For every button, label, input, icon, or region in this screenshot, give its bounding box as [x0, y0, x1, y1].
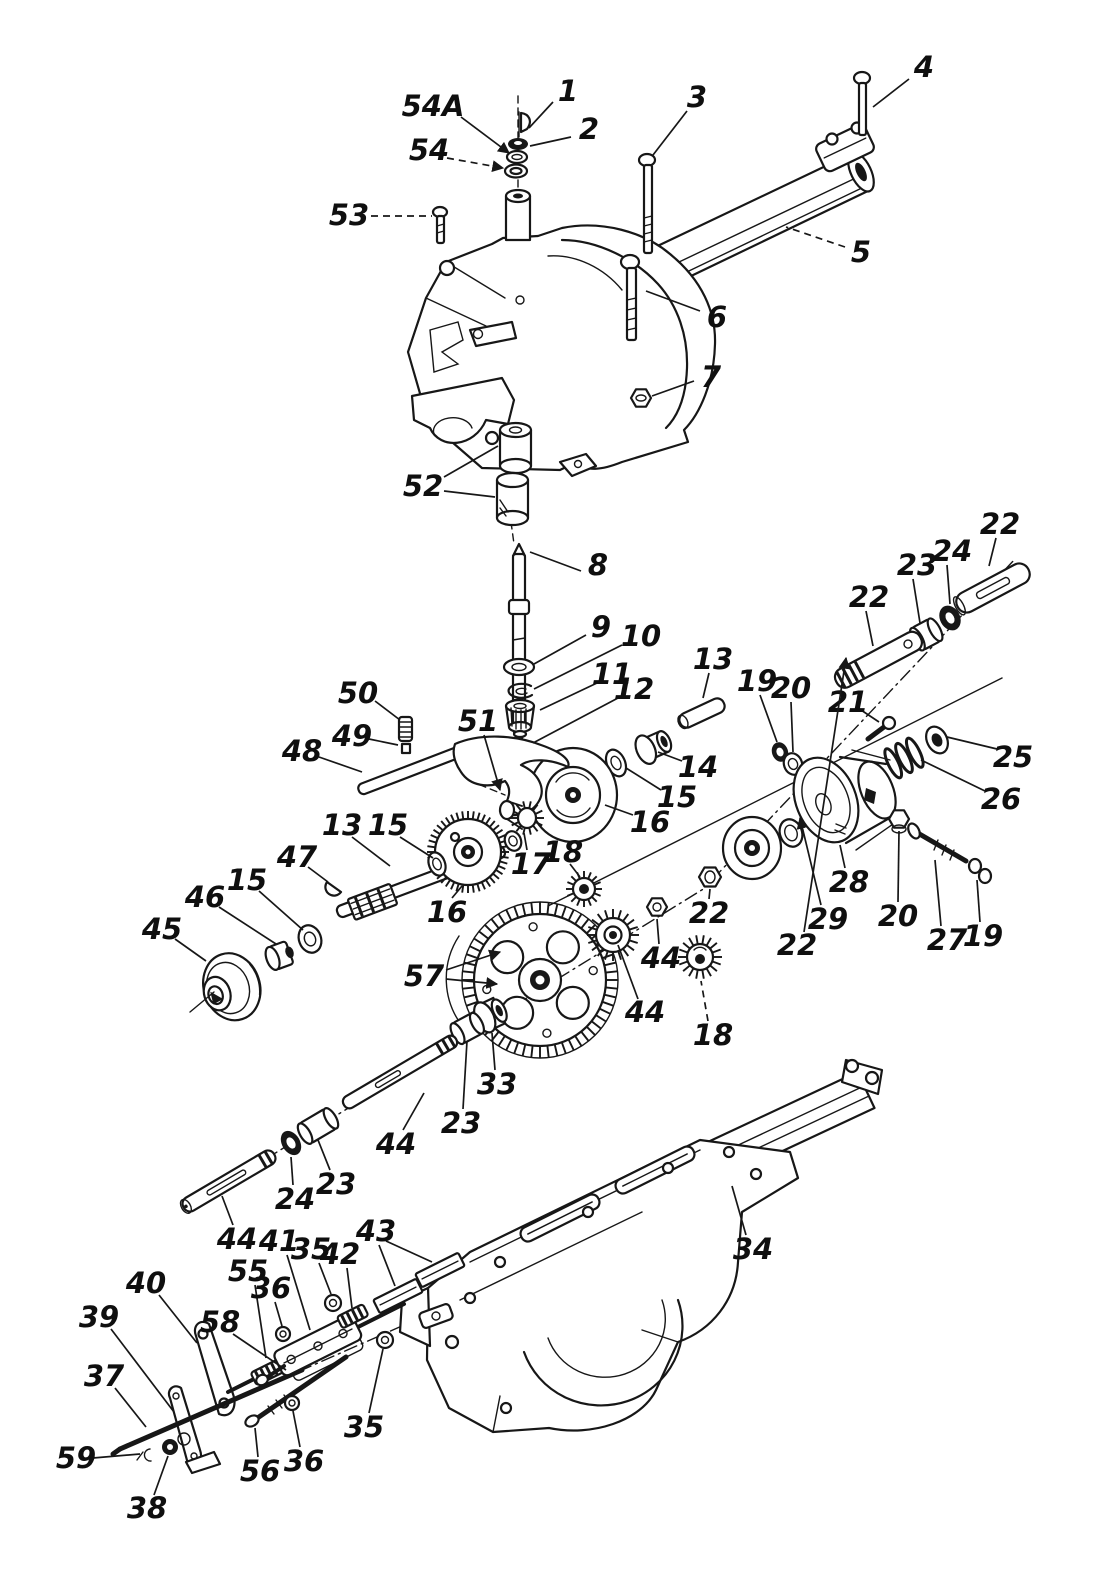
- leader-22-23: [866, 611, 873, 646]
- callout-2-1: 2: [578, 112, 600, 146]
- callout-44-50: 44: [640, 941, 682, 975]
- leader-27-46: [935, 860, 941, 926]
- leader-48-32: [319, 757, 362, 772]
- leader-23-54: [463, 1041, 467, 1109]
- callout-22-49: 22: [776, 928, 818, 962]
- callout-49-31: 49: [331, 719, 373, 753]
- leader-54-3: [447, 158, 503, 168]
- callout-10-13: 10: [620, 619, 662, 653]
- leader-8-11: [530, 552, 581, 571]
- callout-17-39: 17: [510, 847, 552, 881]
- callout-36-67: 36: [250, 1271, 292, 1305]
- callout-18-40: 18: [542, 835, 584, 869]
- leader-46-36: [219, 907, 276, 944]
- callout-4-5: 4: [913, 50, 935, 84]
- callout-19-17: 19: [736, 664, 778, 698]
- gear-18-upper: [566, 871, 602, 907]
- callout-15-27: 15: [656, 780, 698, 814]
- leader-2-1: [530, 137, 571, 146]
- callout-1-0: 1: [557, 74, 579, 108]
- leader-50-30: [375, 701, 400, 720]
- callout-45-38: 45: [141, 912, 183, 946]
- axle-44-lower: [178, 1148, 278, 1215]
- callout-7-9: 7: [700, 360, 722, 394]
- callout-24-56: 24: [274, 1182, 316, 1216]
- clip-59: [137, 1449, 151, 1461]
- leader-49-31: [369, 739, 398, 745]
- callout-13-33: 13: [321, 808, 363, 842]
- leader-24-56: [291, 1157, 293, 1185]
- callout-44-51: 44: [624, 995, 666, 1029]
- callout-37-62: 37: [83, 1359, 125, 1393]
- leader-26-25: [921, 760, 985, 791]
- gear-44: [587, 909, 639, 961]
- leader-37-62: [115, 1388, 146, 1427]
- pulley-45: [194, 946, 269, 1028]
- callout-23-57: 23: [315, 1167, 357, 1201]
- input-boss-and-seal-stack: [505, 112, 530, 240]
- pinion-17: [500, 801, 544, 835]
- leader-1-0: [529, 102, 553, 128]
- callout-44-58: 44: [216, 1222, 258, 1256]
- leader-23-57: [318, 1140, 330, 1170]
- callout-23-22: 23: [896, 548, 938, 582]
- callout-44-55: 44: [375, 1127, 417, 1161]
- callout-16-28: 16: [629, 805, 671, 839]
- callout-56-74: 56: [239, 1454, 281, 1488]
- callout-39-61: 39: [78, 1300, 120, 1334]
- link-39: [169, 1386, 220, 1473]
- callout-21-19: 21: [827, 685, 869, 719]
- leader-12-15: [533, 698, 618, 743]
- leader-44-58: [222, 1196, 233, 1225]
- gear-18-lower: [678, 935, 722, 978]
- leader-25-24: [947, 737, 997, 749]
- leader-24-21: [947, 565, 950, 604]
- callout-8-11: 8: [587, 548, 609, 582]
- leader-22-20: [989, 538, 996, 566]
- leader-59-63: [93, 1454, 140, 1458]
- callout-55-66: 55: [227, 1254, 269, 1288]
- leader-18-52: [701, 981, 708, 1021]
- spring-pack-26: [882, 736, 927, 780]
- callout-36-73: 36: [283, 1444, 325, 1478]
- bushing-14: [631, 725, 675, 767]
- callout-19-47: 19: [962, 919, 1004, 953]
- callout-26-25: 26: [980, 782, 1022, 816]
- spring-50: [399, 717, 412, 753]
- leader-11-14: [540, 683, 597, 710]
- callout-35-72: 35: [343, 1410, 385, 1444]
- leader-3-4: [653, 111, 687, 155]
- callout-48-32: 48: [281, 734, 323, 768]
- callout-22-48: 22: [688, 896, 730, 930]
- callout-5-7: 5: [850, 235, 872, 269]
- callout-11-14: 11: [591, 657, 633, 691]
- nut-36-lower: [285, 1396, 299, 1410]
- nut-20-right: [889, 810, 909, 833]
- callout-54-3: 54: [408, 133, 450, 167]
- nut-washer-19-right: [969, 859, 991, 883]
- callout-12-15: 12: [613, 672, 655, 706]
- callout-27-46: 27: [926, 923, 968, 957]
- side-bevel-gear: [723, 817, 781, 879]
- leader-9-12: [534, 635, 586, 664]
- leader-15-27: [626, 768, 661, 790]
- spline-coupler-15: [348, 884, 398, 920]
- callout-43-71: 43: [355, 1214, 397, 1248]
- callout-34-59: 34: [732, 1232, 774, 1266]
- callout-53-6: 53: [328, 198, 370, 232]
- axle-shaft-22-outer: [951, 560, 1033, 617]
- callout-6-8: 6: [706, 300, 728, 334]
- callout-35-69: 35: [290, 1232, 332, 1266]
- callout-15-34: 15: [367, 808, 409, 842]
- callout-22-23: 22: [848, 580, 890, 614]
- bushing-46: [263, 940, 298, 972]
- nut-35-lower: [377, 1332, 393, 1348]
- leader-20-45: [898, 831, 899, 902]
- callout-3-4: 3: [686, 80, 708, 114]
- callout-13-16: 13: [692, 642, 734, 676]
- leader-13-16: [703, 673, 709, 698]
- callout-33-53: 33: [476, 1067, 518, 1101]
- leader-19-47: [977, 880, 980, 922]
- callout-40-60: 40: [125, 1266, 167, 1300]
- leader-44-55: [403, 1093, 424, 1130]
- cluster-shaft-44: [341, 1033, 460, 1110]
- nut-36-upper: [276, 1327, 290, 1341]
- leader-4-5: [873, 79, 909, 107]
- leader-54A-2: [461, 117, 509, 153]
- leader-56-74: [255, 1428, 258, 1457]
- callout-29-44: 29: [807, 902, 849, 936]
- callout-16-41: 16: [426, 895, 468, 929]
- leader-36-67: [275, 1302, 282, 1326]
- callout-47-35: 47: [276, 840, 318, 874]
- callout-15-37: 15: [226, 863, 268, 897]
- callout-20-45: 20: [877, 899, 919, 933]
- callout-28-43: 28: [828, 865, 870, 899]
- callout-14-26: 14: [677, 750, 719, 784]
- shift-rod-48: [357, 744, 468, 795]
- callout-50-30: 50: [337, 676, 379, 710]
- callout-9-12: 9: [590, 610, 612, 644]
- callout-51-29: 51: [457, 704, 499, 738]
- nut-44: [647, 898, 667, 915]
- spacers-52: [497, 423, 531, 525]
- leader-20-18: [791, 702, 793, 752]
- pin-13: [676, 696, 727, 731]
- upper-housing-case: [408, 226, 715, 476]
- leader-44-51: [618, 945, 638, 999]
- leader-42-70: [347, 1268, 352, 1308]
- key-47: [325, 882, 341, 896]
- callout-38-64: 38: [126, 1491, 168, 1525]
- lower-housing-case: [400, 1140, 798, 1432]
- callout-25-24: 25: [992, 740, 1034, 774]
- callout-41-68: 41: [258, 1224, 300, 1258]
- callout-42-70: 42: [319, 1237, 361, 1271]
- callout-58-65: 58: [199, 1305, 241, 1339]
- nut-35-upper: [325, 1295, 341, 1311]
- callout-52-10: 52: [402, 469, 444, 503]
- leader-52-10: [444, 491, 495, 497]
- bolt-27: [906, 822, 966, 861]
- leader-36-73: [293, 1411, 300, 1447]
- washer-25: [922, 723, 952, 757]
- callout-54A-2: 54A: [401, 89, 465, 123]
- callout-57-42: 57: [403, 959, 445, 993]
- leader-23-22: [913, 579, 920, 623]
- pin-49: [402, 744, 410, 753]
- leader-5-7: [786, 227, 845, 247]
- callout-22-20: 22: [979, 507, 1021, 541]
- callout-59-63: 59: [55, 1441, 97, 1475]
- leader-43-71: [379, 1245, 395, 1286]
- callout-18-52: 18: [692, 1018, 734, 1052]
- leader-40-60: [159, 1295, 197, 1343]
- leader-38-64: [154, 1456, 168, 1495]
- callout-46-36: 46: [184, 880, 226, 914]
- callout-23-54: 23: [440, 1106, 482, 1140]
- callout-24-21: 24: [931, 534, 973, 568]
- leader-35-72: [369, 1349, 383, 1413]
- bolt-21: [868, 717, 895, 739]
- rod-37: [113, 1370, 302, 1454]
- callout-20-18: 20: [770, 671, 812, 705]
